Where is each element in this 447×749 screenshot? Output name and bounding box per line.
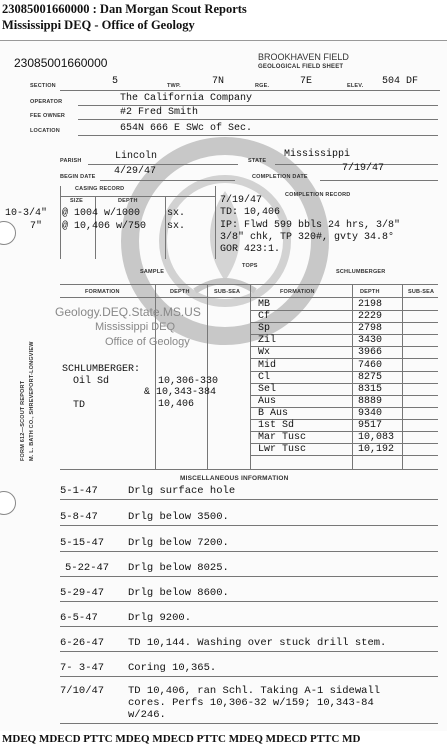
side-form-label: FORM 612—SCOUT REPORT [20, 380, 26, 461]
misc-row-rule [60, 676, 438, 677]
twp-label: TWP. [167, 83, 181, 89]
tops-depth: 8275 [358, 371, 383, 383]
sample-label: SAMPLE [140, 269, 165, 275]
misc-info-label: MISCELLANEOUS INFORMATION [180, 475, 289, 482]
casing-size: 10-3/4" [5, 208, 48, 219]
begin-date-value: 4/29/47 [114, 166, 157, 177]
form-title: BROOKHAVEN FIELD [258, 52, 349, 62]
form-subtitle: GEOLOGICAL FIELD SHEET [258, 64, 344, 70]
watermark-agency: Mississippi DEQ [95, 321, 176, 333]
tops-formation: Mar Tusc [258, 432, 307, 444]
casing-unit: sx. [167, 208, 186, 219]
misc-row-rule [60, 651, 438, 652]
sample-subsea-header: SUB-SEA [214, 289, 241, 295]
misc-row-rule [60, 601, 438, 602]
tops-formation: Wx [258, 347, 271, 359]
tops-row-rule [250, 346, 438, 347]
misc-date: 5-8-47 [60, 511, 98, 523]
parish-value: Lincoln [115, 151, 158, 162]
tops-depth: 3966 [358, 347, 383, 359]
misc-text: Drlg 9200. [128, 612, 192, 624]
completion-line: TD: 10,406 [220, 207, 281, 218]
tops-depth: 8889 [358, 395, 383, 407]
casing-record-label: CASING RECORD [75, 186, 125, 192]
completion-line: IP: Flwd 599 bbls 24 hrs, 3/8" [220, 220, 401, 231]
tops-depth-header: DEPTH [360, 289, 380, 295]
section-value: 5 [112, 76, 119, 87]
tops-formation: Cf [258, 311, 271, 323]
misc-text: Drlg below 8600. [128, 587, 229, 599]
tops-depth: 9340 [358, 407, 383, 419]
punch-hole [0, 221, 16, 245]
sample-depth: & 10,343-384 [144, 387, 217, 398]
misc-date: 5-22-47 [65, 562, 110, 574]
misc-text: Coring 10,365. [128, 662, 217, 674]
completion-line: 7/19/47 [220, 195, 263, 206]
tops-row-rule [250, 383, 438, 384]
misc-row-rule [60, 525, 438, 526]
tops-formation: Aus [258, 395, 277, 407]
fee-owner-label: FEE OWNER [30, 113, 66, 119]
rge-value: 7E [300, 76, 313, 87]
fee-owner-value: #2 Fred Smith [120, 107, 199, 118]
location-label: LOCATION [30, 128, 60, 134]
misc-text: TD 10,406, ran Schl. Taking A-1 sidewall [128, 685, 381, 697]
sample-depth: 10,306-330 [158, 376, 219, 387]
tops-depth: 2229 [358, 311, 383, 323]
report-title: 23085001660000 : Dan Morgan Scout Reports [2, 2, 247, 16]
casing-unit: sx. [167, 221, 186, 232]
twp-value: 7N [212, 76, 225, 87]
tops-row-rule [250, 455, 438, 456]
scout-card [0, 40, 447, 731]
completion-date-value: 7/19/47 [342, 163, 385, 174]
misc-date: 6-26-47 [60, 637, 105, 649]
tops-subsea-header: SUB-SEA [408, 289, 435, 295]
misc-text: Drlg below 8025. [128, 562, 229, 574]
misc-date: 5-15-47 [60, 537, 105, 549]
sample-formation: SCHLUMBERGER: [62, 364, 141, 375]
begin-date-label: BEGIN DATE [60, 174, 96, 180]
elev-value: 504 DF [382, 76, 419, 87]
tops-row-rule [250, 322, 438, 323]
operator-value: The California Company [120, 93, 253, 104]
misc-text: cores. Perfs 10,306-32 w/159; 10,343-84 [128, 697, 374, 709]
misc-date: 6-5-47 [60, 612, 98, 624]
tops-formation: Sp [258, 323, 271, 335]
casing-size: 7" [30, 221, 43, 232]
misc-text: w/246. [128, 709, 166, 721]
tops-depth: 2198 [358, 299, 383, 310]
location-value: 654N 666 E SWc of Sec. [120, 123, 253, 134]
report-subtitle: Mississippi DEQ - Office of Geology [2, 18, 195, 32]
tops-formation: Zil [258, 335, 277, 347]
tops-label: TOPS [242, 263, 258, 269]
tops-depth: 9517 [358, 420, 383, 431]
misc-text: Drlg surface hole [128, 485, 236, 497]
completion-record-label: COMPLETION RECORD [285, 192, 351, 198]
misc-text: Drlg below 7200. [128, 537, 229, 549]
size-label: SIZE [70, 198, 84, 204]
depth-label: DEPTH [118, 198, 138, 204]
tops-formation: Lwr Tusc [258, 444, 307, 456]
tops-row-rule [250, 334, 438, 335]
misc-date: 5-29-47 [60, 587, 105, 599]
sample-formation-header: FORMATION [85, 289, 120, 295]
tops-depth: 2798 [358, 323, 383, 335]
tops-formation: MB [258, 299, 271, 310]
api-number: 23085001660000 [14, 56, 108, 70]
completion-line: 3/8" chk, TP 320#, gvty 34.8° [220, 232, 395, 243]
misc-text: TD 10,144. Washing over stuck drill stem. [128, 637, 387, 649]
tops-formation: Cl [258, 371, 271, 383]
watermark-url: Geology.DEQ.State.MS.US [55, 305, 201, 319]
misc-row-rule [60, 723, 438, 724]
tops-formation: B Aus [258, 407, 289, 419]
tops-row-rule [250, 358, 438, 359]
misc-row-rule [60, 626, 438, 627]
state-label: STATE [248, 158, 267, 164]
footer-watermark: MDEQ MDECD PTTC MDEQ MDECD PTTC MDEQ MDECD PTTC MD [2, 733, 361, 745]
tops-depth: 3430 [358, 335, 383, 347]
sample-formation: TD [73, 400, 86, 411]
section-label: SECTION [30, 83, 56, 89]
misc-date: 5-1-47 [60, 485, 98, 497]
misc-row-rule [60, 576, 438, 577]
parish-label: PARISH [60, 158, 82, 164]
side-printer-label: M. L. BATH CO., SHREVEPORT-LONGVIEW [29, 341, 35, 461]
misc-row-rule [60, 551, 438, 552]
sample-depth: 10,406 [158, 399, 195, 410]
punch-hole [0, 491, 16, 515]
tops-formation: 1st Sd [258, 420, 295, 431]
sample-formation: Oil Sd [73, 376, 110, 387]
operator-label: OPERATOR [30, 99, 63, 105]
tops-depth: 8315 [358, 383, 383, 395]
misc-date: 7/10/47 [60, 685, 105, 697]
casing-depth: @ 10,406 w/750 [62, 221, 147, 232]
schlumberger-label: SCHLUMBERGER [336, 269, 386, 275]
tops-depth: 10,083 [358, 432, 395, 444]
misc-row-rule [60, 499, 438, 500]
misc-date: 7- 3-47 [60, 662, 105, 674]
tops-depth: 10,192 [358, 444, 395, 456]
tops-formation: Mid [258, 359, 277, 371]
tops-row-rule [250, 310, 438, 311]
completion-line: GOR 423:1. [220, 244, 281, 255]
tops-depth: 7460 [358, 359, 383, 371]
casing-depth: @ 1004 w/1000 [62, 208, 141, 219]
misc-text: Drlg below 3500. [128, 511, 229, 523]
tops-row-rule [250, 395, 438, 396]
tops-row-rule [250, 371, 438, 372]
tops-formation-header: FORMATION [280, 289, 315, 295]
watermark-office: Office of Geology [105, 336, 190, 348]
rge-label: RGE. [255, 83, 270, 89]
state-value: Mississippi [284, 149, 351, 160]
sample-depth-header: DEPTH [170, 289, 190, 295]
elev-label: ELEV. [347, 83, 364, 89]
completion-date-label: COMPLETION DATE [252, 174, 308, 180]
tops-formation: Sel [258, 383, 277, 395]
